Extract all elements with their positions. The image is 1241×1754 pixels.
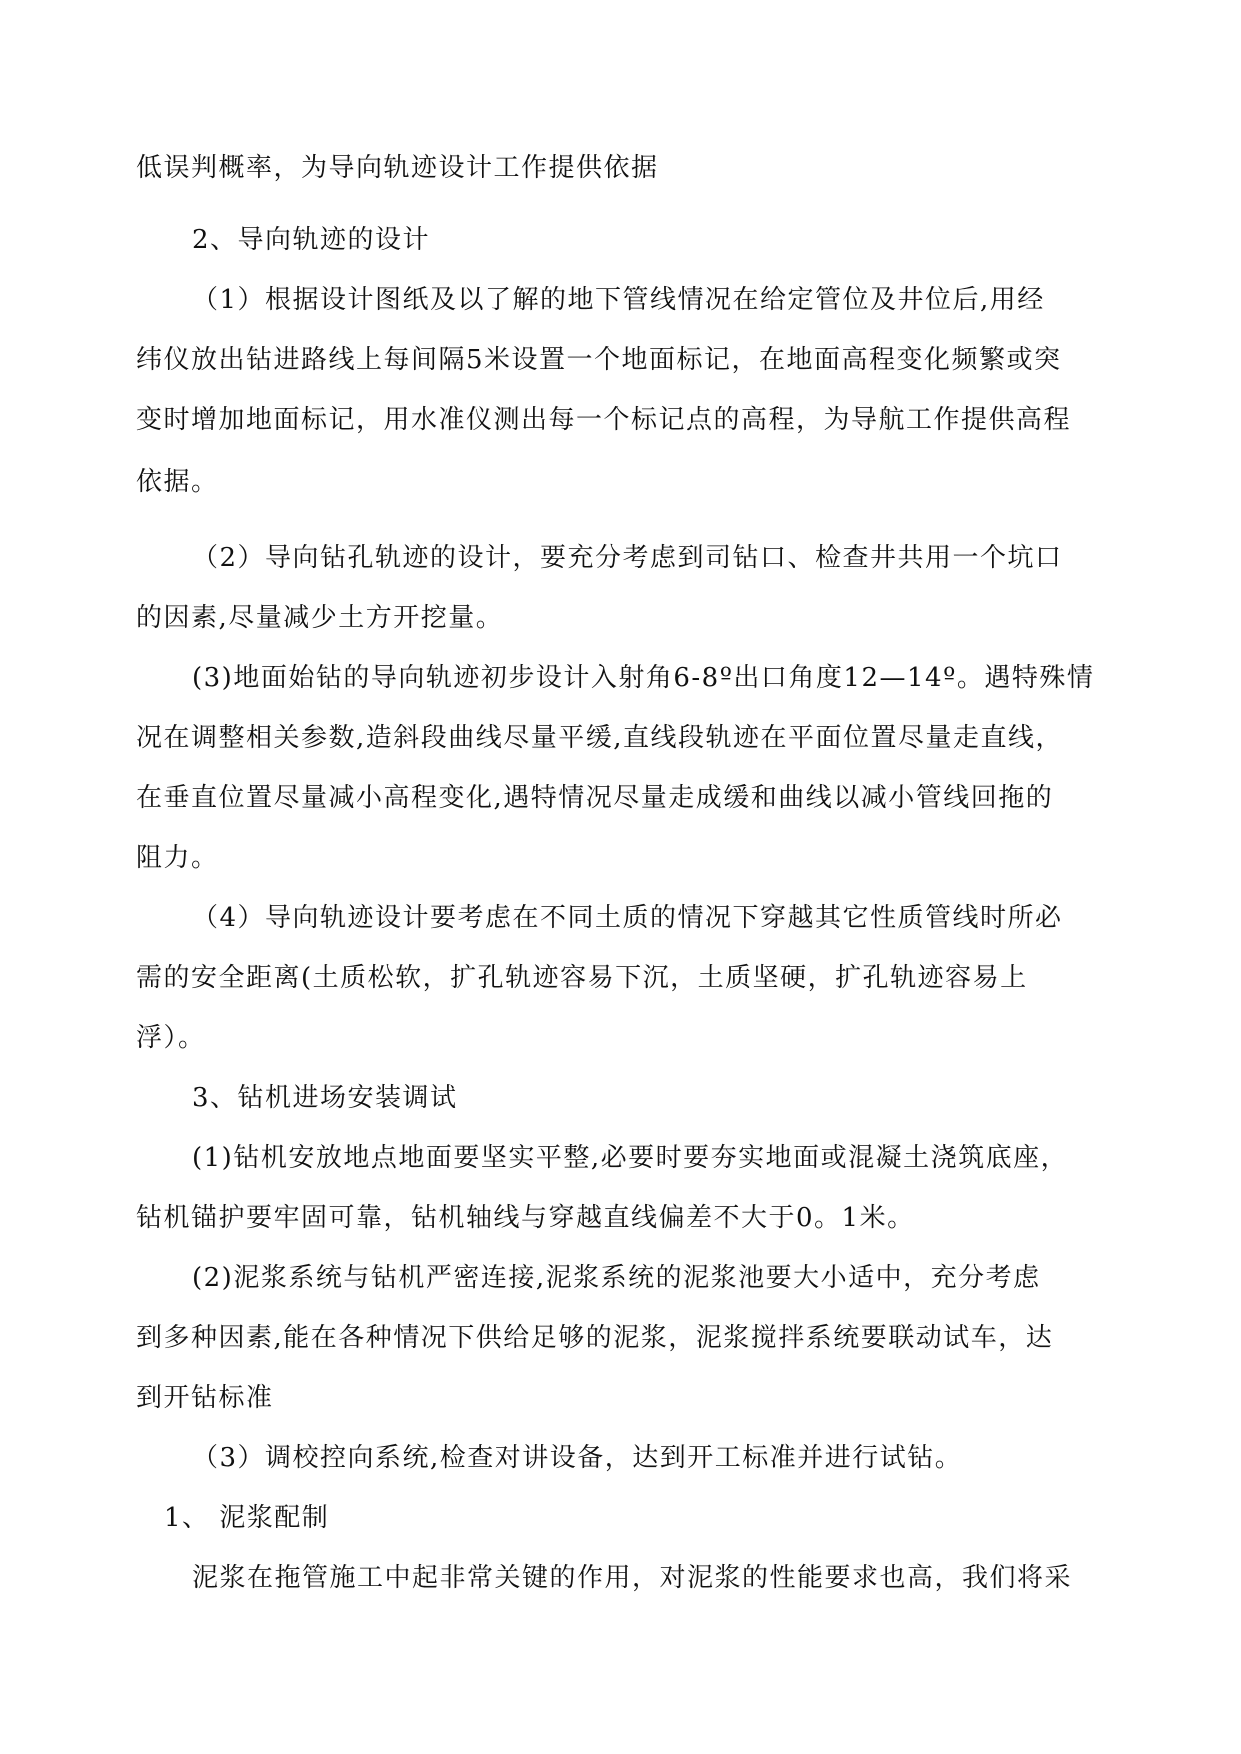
text-line: 钻机锚护要牢固可靠，钻机轴线与穿越直线偏差不大于0。1米。 <box>136 1203 915 1233</box>
text-line: 浮）。 <box>136 1023 206 1053</box>
section-heading: 2、导向轨迹的设计 <box>192 225 431 255</box>
section-heading: 1、 泥浆配制 <box>164 1503 330 1533</box>
text-line: 况在调整相关参数,造斜段曲线尽量平缓,直线段轨迹在平面位置尽量走直线， <box>136 723 1064 753</box>
text-line: （1）根据设计图纸及以了解的地下管线情况在给定管位及井位后,用经 <box>192 285 1045 315</box>
text-line: （3）调校控向系统,检查对讲设备，达到开工标准并进行试钻。 <box>192 1443 963 1473</box>
text-line: 在垂直位置尽量减小高程变化,遇特情况尽量走成缓和曲线以减小管线回拖的 <box>136 783 1054 813</box>
text-line: 需的安全距离(土质松软，扩孔轨迹容易下沉，土质坚硬，扩孔轨迹容易上 <box>136 963 1028 993</box>
text-line: (1)钻机安放地点地面要坚实平整,必要时要夯实地面或混凝土浇筑底座， <box>192 1143 1069 1173</box>
text-line: 阻力。 <box>136 843 219 873</box>
text-line: 变时增加地面标记，用水准仪测出每一个标记点的高程，为导航工作提供高程 <box>136 405 1072 435</box>
text-line: 的因素,尽量减少土方开挖量。 <box>136 603 504 633</box>
text-line: (3)地面始钻的导向轨迹初步设计入射角6-8º出口角度12—14º。遇特殊情 <box>192 663 1095 693</box>
text-line: 到多种因素,能在各种情况下供给足够的泥浆，泥浆搅拌系统要联动试车，达 <box>136 1323 1054 1353</box>
text-line: 到开钻标准 <box>136 1383 274 1413</box>
text-line: （4）导向轨迹设计要考虑在不同土质的情况下穿越其它性质管线时所必 <box>192 903 1063 933</box>
text-line: （2）导向钻孔轨迹的设计，要充分考虑到司钻口、检查井共用一个坑口 <box>192 543 1063 573</box>
text-line: 低误判概率，为导向轨迹设计工作提供依据 <box>136 153 659 183</box>
section-heading: 3、钻机进场安装调试 <box>192 1083 458 1113</box>
text-line: (2)泥浆系统与钻机严密连接,泥浆系统的泥浆池要大小适中，充分考虑 <box>192 1263 1041 1293</box>
text-line: 依据。 <box>136 467 219 497</box>
text-line: 纬仪放出钻进路线上每间隔5米设置一个地面标记，在地面高程变化频繁或突 <box>136 345 1062 375</box>
text-line: 泥浆在拖管施工中起非常关键的作用，对泥浆的性能要求也高，我们将采 <box>192 1563 1073 1593</box>
